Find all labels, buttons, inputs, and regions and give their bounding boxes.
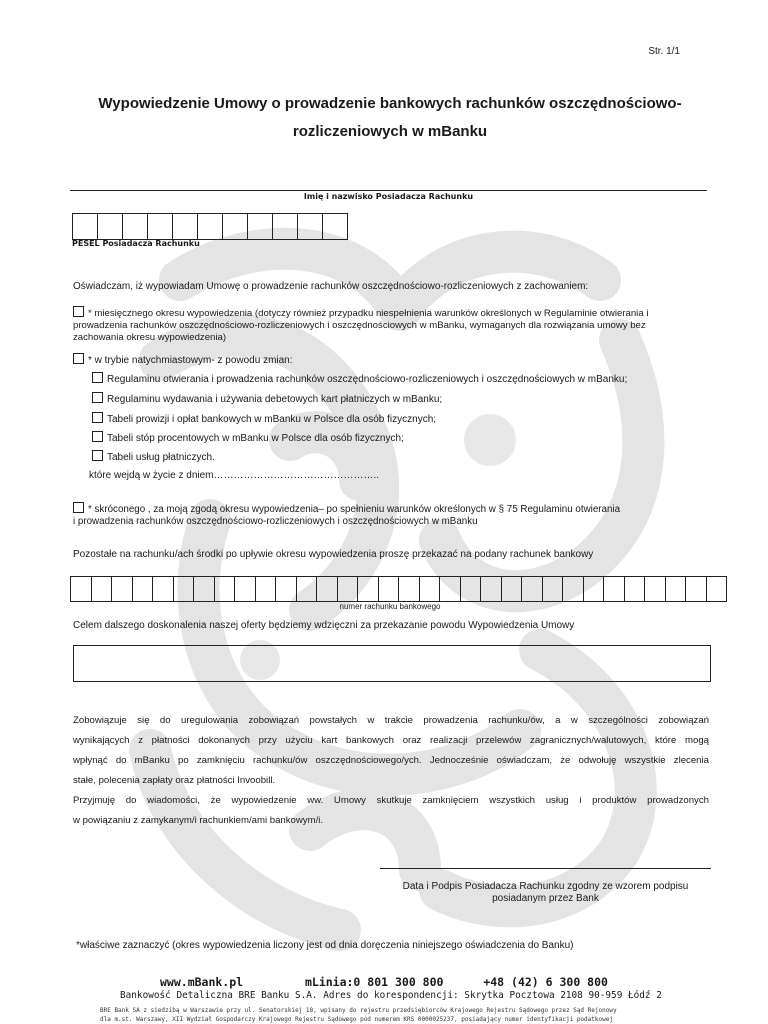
account-digit-box[interactable] bbox=[235, 577, 256, 601]
document-title bbox=[60, 90, 720, 146]
option-shortened bbox=[73, 502, 620, 528]
account-number-label: numer rachunku bankowego bbox=[339, 602, 441, 611]
obligations-line-4: stałe, polecenia zapłaty oraz płatności Invoobill. bbox=[73, 775, 276, 786]
account-digit-box[interactable] bbox=[133, 577, 154, 601]
obligations-line-2: wynikających z płatności dokonanych przy użyciu kart bankowych oraz realizacji przelewów zagranicznych/walutowych, które mogą bbox=[73, 735, 709, 746]
pesel-digit-box[interactable] bbox=[73, 214, 98, 239]
account-digit-box[interactable] bbox=[563, 577, 584, 601]
obligations-text bbox=[73, 711, 709, 831]
option-shortened-line-1: * skróconego , za moją zgodą okresu wypowiedzenia– po spełnieniu warunków określonych w § 75 Regulaminu otwierania bbox=[88, 504, 621, 515]
immediate-item-checkbox[interactable] bbox=[92, 392, 103, 403]
immediate-item bbox=[92, 372, 627, 386]
immediate-item-checkbox[interactable] bbox=[92, 372, 103, 383]
account-digit-box[interactable] bbox=[297, 577, 318, 601]
pesel-digit-box[interactable] bbox=[248, 214, 273, 239]
account-digit-box[interactable] bbox=[502, 577, 523, 601]
account-digit-box[interactable] bbox=[584, 577, 605, 601]
footer-mlinia: mLinia:0 801 300 800 bbox=[304, 975, 444, 989]
account-digit-box[interactable] bbox=[256, 577, 277, 601]
account-digit-box[interactable] bbox=[153, 577, 174, 601]
account-digit-box[interactable] bbox=[420, 577, 441, 601]
account-digit-box[interactable] bbox=[604, 577, 625, 601]
immediate-item bbox=[92, 450, 215, 464]
footer-legal bbox=[100, 1006, 680, 1024]
account-digit-box[interactable] bbox=[543, 577, 564, 601]
account-digit-box[interactable] bbox=[112, 577, 133, 601]
option-immediate-label: * w trybie natychmiastowym- z powodu zmian: bbox=[88, 355, 293, 366]
reason-input[interactable] bbox=[73, 645, 711, 682]
account-digit-box[interactable] bbox=[358, 577, 379, 601]
obligations-line-6: w powiązaniu z zamykanym/i rachunkiem/ami bankowym/i. bbox=[73, 815, 324, 826]
account-digit-box[interactable] bbox=[71, 577, 92, 601]
account-digit-box[interactable] bbox=[707, 577, 728, 601]
footer-contacts bbox=[160, 975, 608, 989]
pesel-digit-box[interactable] bbox=[223, 214, 248, 239]
immediate-item-checkbox[interactable] bbox=[92, 431, 103, 442]
obligations-line-3: wpłynąć do mBanku po zamknięciu rachunku/ów oszczędnościowego/ych. Jednocześnie oświadczam, że odwołuję wszystkie zlecenia bbox=[73, 755, 709, 766]
immediate-item-label: Tabeli prowizji i opłat bankowych w mBanku w Polsce dla osób fizycznych; bbox=[107, 414, 437, 425]
account-digit-box[interactable] bbox=[645, 577, 666, 601]
page-number: Str. 1/1 bbox=[648, 46, 680, 57]
holder-name-line[interactable] bbox=[70, 190, 707, 191]
title-line-1: Wypowiedzenie Umowy o prowadzenie bankowych rachunków oszczędnościowo- bbox=[98, 95, 682, 112]
account-digit-box[interactable] bbox=[481, 577, 502, 601]
account-digit-box[interactable] bbox=[686, 577, 707, 601]
reason-prompt: Celem dalszego doskonalenia naszej oferty będziemy wdzięczni za przekazanie powodu Wypowiedzenia Umowy bbox=[73, 620, 575, 631]
pesel-digit-box[interactable] bbox=[273, 214, 298, 239]
pesel-digit-box[interactable] bbox=[298, 214, 323, 239]
declaration-text: Oświadczam, iż wypowiadam Umowę o prowadzenie rachunków oszczędnościowo-rozliczeniowych z zachowaniem: bbox=[73, 281, 589, 292]
footer-legal-line-1: BRE Bank SA z siedzibą w Warszawie przy ul. Senatorskiej 18, wpisany do rejestru przedsiębiorców Krajowego Rejestru Sądowego przez Sąd Rejonowy bbox=[100, 1007, 617, 1014]
account-digit-box[interactable] bbox=[522, 577, 543, 601]
footer-website[interactable]: www.mBank.pl bbox=[160, 975, 244, 989]
pesel-digit-box[interactable] bbox=[148, 214, 173, 239]
signature-line-2: posiadanym przez Bank bbox=[492, 893, 599, 904]
account-digit-box[interactable] bbox=[666, 577, 687, 601]
option-monthly bbox=[73, 306, 713, 344]
account-digit-box[interactable] bbox=[461, 577, 482, 601]
option-monthly-checkbox[interactable] bbox=[73, 306, 84, 317]
account-number-input[interactable] bbox=[70, 576, 727, 602]
immediate-item-label: Tabeli stóp procentowych w mBanku w Polsce dla osób fizycznych; bbox=[107, 433, 404, 444]
option-monthly-line-3: zachowania okresu wypowiedzenia) bbox=[73, 332, 227, 343]
title-line-2: rozliczeniowych w mBanku bbox=[292, 123, 488, 140]
footnote: *właściwe zaznaczyć (okres wypowiedzenia liczony jest od dnia doręczenia niniejszego oświadczenia do Banku) bbox=[76, 940, 574, 951]
pesel-digit-box[interactable] bbox=[123, 214, 148, 239]
obligations-line-5: Przyjmuję do wiadomości, że wypowiedzenie ww. Umowy skutkuje zamknięciem wszystkich usług i produktów prowadzonych bbox=[73, 795, 709, 806]
obligations-line-1: Zobowiązuje się do uregulowania zobowiązań powstałych w trakcie prowadzenia rachunku/ów, a w szczególności zobowiązań bbox=[73, 715, 709, 726]
signature-caption bbox=[380, 881, 711, 905]
pesel-digit-box[interactable] bbox=[173, 214, 198, 239]
footer-phone: +48 (42) 6 300 800 bbox=[483, 975, 608, 989]
account-digit-box[interactable] bbox=[276, 577, 297, 601]
account-digit-box[interactable] bbox=[440, 577, 461, 601]
pesel-input[interactable] bbox=[72, 213, 348, 240]
immediate-item-label: Regulaminu otwierania i prowadzenia rachunków oszczędnościowo-rozliczeniowych i oszczędnościowych w mBanku; bbox=[107, 374, 628, 385]
account-digit-box[interactable] bbox=[92, 577, 113, 601]
footer-legal-line-2: dla m.st. Warszawy, XII Wydział Gospodarczy Krajowego Rejestru Sądowego pod numerem KRS 0000025237, posiadający numer identyfikacji podatkowej bbox=[100, 1016, 613, 1023]
option-monthly-line-2: prowadzenia rachunków oszczędnościowo-rozliczeniowych i oszczędnościowych w mBanku, wymaganych dla rozwiązania umowy bez bbox=[73, 320, 646, 331]
signature-line-1: Data i Podpis Posiadacza Rachunku zgodny ze wzorem podpisu bbox=[402, 881, 689, 892]
option-immediate-checkbox[interactable] bbox=[73, 353, 84, 364]
immediate-item bbox=[92, 392, 442, 406]
account-digit-box[interactable] bbox=[194, 577, 215, 601]
account-digit-box[interactable] bbox=[215, 577, 236, 601]
option-immediate bbox=[73, 353, 293, 367]
immediate-item bbox=[92, 431, 404, 445]
pesel-digit-box[interactable] bbox=[323, 214, 348, 239]
effective-date[interactable]: które wejdą w życie z dniem………………………………………….. bbox=[89, 470, 380, 481]
account-digit-box[interactable] bbox=[399, 577, 420, 601]
option-shortened-checkbox[interactable] bbox=[73, 502, 84, 513]
signature-line[interactable] bbox=[380, 868, 711, 869]
account-digit-box[interactable] bbox=[625, 577, 646, 601]
holder-name-label: Imię i nazwisko Posiadacza Rachunku bbox=[303, 192, 474, 201]
immediate-item bbox=[92, 412, 436, 426]
account-digit-box[interactable] bbox=[174, 577, 195, 601]
account-digit-box[interactable] bbox=[338, 577, 359, 601]
account-digit-box[interactable] bbox=[317, 577, 338, 601]
transfer-instruction: Pozostałe na rachunku/ach środki po upływie okresu wypowiedzenia proszę przekazać na podany rachunek bankowy bbox=[73, 549, 594, 560]
pesel-digit-box[interactable] bbox=[98, 214, 123, 239]
pesel-digit-box[interactable] bbox=[198, 214, 223, 239]
account-digit-box[interactable] bbox=[379, 577, 400, 601]
option-shortened-line-2: i prowadzenia rachunków oszczędnościowo-rozliczeniowych i oszczędnościowych w mBanku bbox=[73, 516, 478, 527]
immediate-item-label: Regulaminu wydawania i używania debetowych kart płatniczych w mBanku; bbox=[107, 394, 443, 405]
footer-address: Bankowość Detaliczna BRE Banku S.A. Adres do korespondencji: Skrytka Pocztowa 2108 90-959 Łódź 2 bbox=[120, 990, 662, 1001]
immediate-item-checkbox[interactable] bbox=[92, 412, 103, 423]
option-monthly-line-1: * miesięcznego okresu wypowiedzenia (dotyczy również przypadku niespełnienia warunków określonych w Regulaminie otwierania i bbox=[88, 308, 649, 319]
pesel-label: PESEL Posiadacza Rachunku bbox=[72, 239, 200, 248]
immediate-item-checkbox[interactable] bbox=[92, 450, 103, 461]
immediate-item-label: Tabeli usług płatniczych. bbox=[107, 452, 215, 463]
